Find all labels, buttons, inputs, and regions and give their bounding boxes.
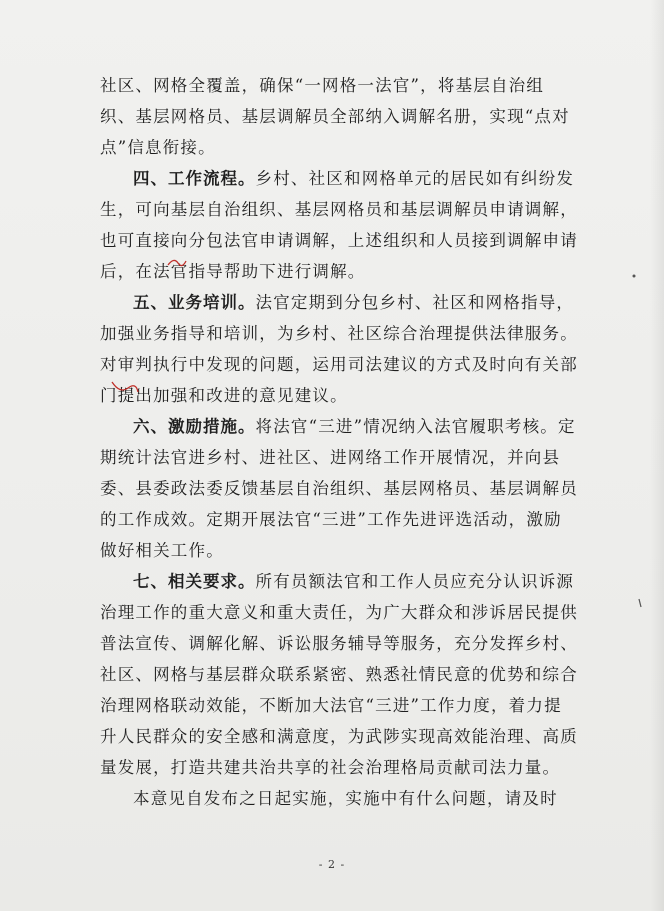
- paragraph-text: 所有员额法官和工作人员应充分认识诉源治理工作的重大意义和重大责任，为广大群众和涉诉居民提供普法宣传、调解化解、诉讼服务辅导等服务，充分发挥乡村、社区、网格与基层群众联系紧密、熟悉社情民意的优势和综合治理网格联动效能，不断加大法官“三进”工作力度，着力提升人民群众的安全感和满意度，为武陟实现高效能治理、高质量发展，打造共建共治共享的社会治理格局贡献司法力量。: [100, 572, 578, 777]
- paragraph-continuation: [100, 70, 578, 163]
- pen-mark-icon: [110, 378, 140, 398]
- paragraph-requirements: [100, 566, 578, 783]
- body-text: [100, 70, 578, 814]
- page-number: - 2 -: [318, 858, 346, 871]
- section-heading: 六、激励措施。: [133, 417, 256, 436]
- paragraph-text: 乡村、社区和网格单元的居民如有纠纷发生，可向基层自治组织、基层网格员和基层调解员申请调解，也可直接向分包法官申请调解，上述组织和人员接到调解申请后，在法官指导帮助下进行调解。: [100, 169, 578, 281]
- section-heading: 五、业务培训。: [133, 293, 256, 312]
- paragraph-text: 本意见自发布之日起实施，实施中有什么问题，请及时: [133, 789, 558, 808]
- speck-icon: [636, 598, 644, 608]
- speck-icon: [630, 272, 638, 280]
- section-heading: 七、相关要求。: [133, 572, 256, 591]
- paragraph-text: 社区、网格全覆盖，确保“一网格一法官”，将基层自治组织、基层网格员、基层调解员全部纳入调解名册，实现“点对点”信息衔接。: [100, 76, 570, 157]
- page-edge-shadow: [650, 0, 664, 911]
- paragraph-business-training: [100, 287, 578, 411]
- paragraph-text: 法官定期到分包乡村、社区和网格指导，加强业务指导和培训，为乡村、社区综合治理提供法律服务。对审判执行中发现的问题，运用司法建议的方式及时向有关部门提出加强和改进的意见建议。: [100, 293, 578, 405]
- section-heading: 四、工作流程。: [133, 169, 256, 188]
- paragraph-text: 将法官“三进”情况纳入法官履职考核。定期统计法官进乡村、进社区、进网络工作开展情况，并向县委、县委政法委反馈基层自治组织、基层网格员、基层调解员的工作成效。定期开展法官“三进”工作先进评选活动，激励做好相关工作。: [100, 417, 578, 560]
- paragraph-incentives: [100, 411, 578, 566]
- paragraph-implementation: [100, 783, 578, 814]
- pen-mark-icon: [166, 255, 188, 269]
